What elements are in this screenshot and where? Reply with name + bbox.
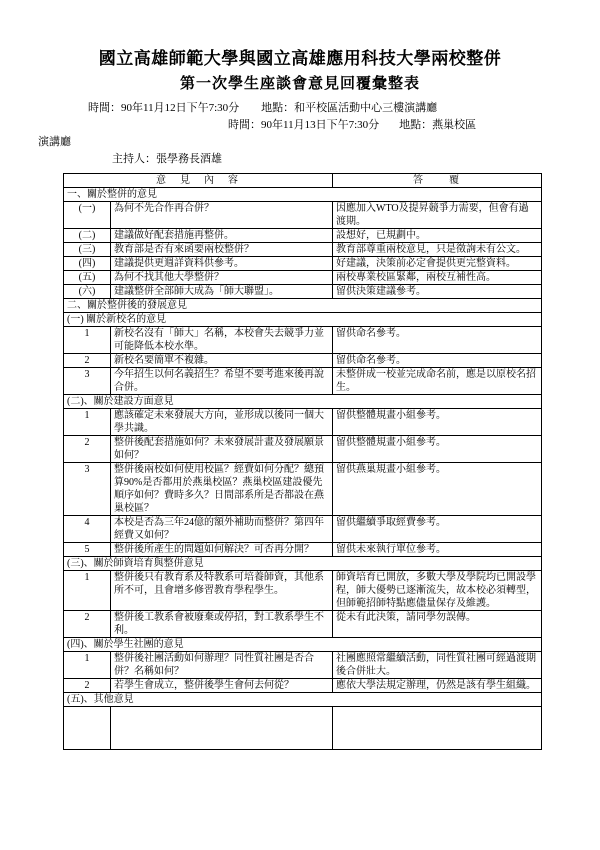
section-title: (三)、關於師資培育與整併意見 bbox=[64, 557, 542, 571]
item-number-cell bbox=[64, 707, 111, 750]
meeting-session-1 bbox=[88, 100, 600, 117]
qa-row bbox=[64, 409, 542, 436]
meeting-place-2-wrap: 演講廳 bbox=[38, 136, 71, 148]
item-number-cell: 2 bbox=[64, 679, 111, 693]
qa-row bbox=[64, 707, 542, 750]
item-number-cell: (四) bbox=[64, 257, 111, 271]
reply-cell: 師資培育已開放，多數大學及學院均已開設學程，師大優勢已逐漸流失，故本校必須轉型，但師範招師特點應儘量保存及維護。 bbox=[333, 571, 542, 611]
section-title: 二、關於整併後的發展意見 bbox=[64, 299, 542, 313]
qa-row bbox=[64, 436, 542, 463]
opinion-cell: 今年招生以何名義招生？希望不要考進來後再說合併。 bbox=[111, 368, 333, 395]
qa-row bbox=[64, 354, 542, 368]
opinion-cell: 整併後配套措施如何？未來發展計畫及發展願景如何？ bbox=[111, 436, 333, 463]
opinion-cell: 為何不先合作再合併？ bbox=[111, 202, 333, 229]
reply-cell: 未整併成一校並完成命名前，應是以原校名招生。 bbox=[333, 368, 542, 395]
section-title: (一) 關於新校名的意見 bbox=[64, 313, 542, 327]
item-number-cell: 3 bbox=[64, 463, 111, 516]
meeting-place-1: 地點：和平校區活動中心三樓演講廳 bbox=[261, 102, 438, 114]
qa-row bbox=[64, 243, 542, 257]
reply-cell: 好建議，決策前必定會提供更完整資料。 bbox=[333, 257, 542, 271]
opinion-cell bbox=[111, 707, 333, 750]
meeting-time-2: 時間：90年11月13日下午7:30分 bbox=[228, 119, 380, 131]
reply-cell: 兩校專業校區緊鄰，兩校互補性高。 bbox=[333, 271, 542, 285]
table-body bbox=[64, 174, 542, 750]
reply-cell: 留供繼續爭取經費參考。 bbox=[333, 516, 542, 543]
reply-cell: 社團應照常繼續活動，同性質社團可經過渡期後合併壯大。 bbox=[333, 652, 542, 679]
qa-row bbox=[64, 202, 542, 229]
item-number-cell: 5 bbox=[64, 543, 111, 557]
section-title: 一、關於整併的意見 bbox=[64, 188, 542, 202]
meeting-session-2 bbox=[228, 117, 600, 134]
reply-cell: 留供整體規畫小組參考。 bbox=[333, 436, 542, 463]
opinion-cell: 整併後社團活動如何辦理？同性質社團是否合併？名稱如何？ bbox=[111, 652, 333, 679]
section-row bbox=[64, 693, 542, 707]
reply-cell bbox=[333, 707, 542, 750]
reply-cell: 從未有此決策，請同學勿誤傳。 bbox=[333, 611, 542, 638]
item-number-cell: 2 bbox=[64, 611, 111, 638]
opinion-cell: 整併後工教系會被廢棄或停招，對工教系學生不利。 bbox=[111, 611, 333, 638]
reply-cell: 留供命名參考。 bbox=[333, 327, 542, 354]
meeting-place-2: 地點：燕巢校區 bbox=[399, 119, 477, 131]
section-title: (四)、關於學生社團的意見 bbox=[64, 638, 542, 652]
qa-row bbox=[64, 571, 542, 611]
opinion-cell: 新校名沒有「師大」名稱，本校會失去競爭力並可能降低本校水準。 bbox=[111, 327, 333, 354]
opinion-cell: 為何不找其他大學整併？ bbox=[111, 271, 333, 285]
qa-row bbox=[64, 516, 542, 543]
opinion-cell: 建議整併全部師大成為「師大聯盟」。 bbox=[111, 285, 333, 299]
reply-cell: 留供命名參考。 bbox=[333, 354, 542, 368]
reply-cell: 留供未來執行單位參考。 bbox=[333, 543, 542, 557]
qa-row bbox=[64, 652, 542, 679]
item-number-cell: 1 bbox=[64, 571, 111, 611]
opinion-reply-table bbox=[63, 173, 542, 750]
qa-row bbox=[64, 327, 542, 354]
opinion-cell: 建議提供更週詳資料供參考。 bbox=[111, 257, 333, 271]
section-title: (五)、其他意見 bbox=[64, 693, 542, 707]
qa-row bbox=[64, 271, 542, 285]
page-title: 國立高雄師範大學與國立高雄應用科技大學兩校整併 bbox=[98, 49, 502, 68]
opinion-cell: 建議做好配套措施再整併。 bbox=[111, 229, 333, 243]
table-header-row bbox=[64, 174, 542, 188]
item-number-cell: (六) bbox=[64, 285, 111, 299]
qa-row bbox=[64, 679, 542, 693]
opinion-cell: 應該確定未來發展大方向，並形成以後同一個大學共識。 bbox=[111, 409, 333, 436]
qa-row bbox=[64, 543, 542, 557]
meeting-time-1: 時間：90年11月12日下午7:30分 bbox=[88, 102, 240, 114]
section-title: (二)、關於建設方面意見 bbox=[64, 395, 542, 409]
column-header-content: 意 見 內 容 bbox=[64, 174, 333, 188]
qa-row bbox=[64, 368, 542, 395]
qa-row bbox=[64, 229, 542, 243]
section-row bbox=[64, 299, 542, 313]
item-number-cell: 1 bbox=[64, 409, 111, 436]
page-subtitle: 第一次學生座談會意見回覆彙整表 bbox=[179, 76, 420, 92]
opinion-cell: 教育部是否有來函要兩校整併？ bbox=[111, 243, 333, 257]
item-number-cell: (五) bbox=[64, 271, 111, 285]
qa-row bbox=[64, 285, 542, 299]
opinion-cell: 整併後所產生的問題如何解決？可否再分開？ bbox=[111, 543, 333, 557]
reply-cell: 留供燕巢規畫小組參考。 bbox=[333, 463, 542, 516]
opinion-cell: 若學生會成立，整併後學生會何去何從？ bbox=[111, 679, 333, 693]
item-number-cell: (三) bbox=[64, 243, 111, 257]
reply-cell: 應依大學法規定辦理，仍然是該有學生組織。 bbox=[333, 679, 542, 693]
reply-cell: 留供決策建議參考。 bbox=[333, 285, 542, 299]
meeting-meta bbox=[0, 100, 600, 168]
section-row bbox=[64, 557, 542, 571]
item-number-cell: (一) bbox=[64, 202, 111, 229]
opinion-cell: 整併後兩校如何使用校區？經費如何分配？總預算90%是否都用於燕巢校區？燕巢校區建設優先順序如何？費時多久？日間部系所是否都設在燕巢校區？ bbox=[111, 463, 333, 516]
item-number-cell: 4 bbox=[64, 516, 111, 543]
opinion-cell: 本校是否為三年24億的額外補助而整併？第四年經費又如何？ bbox=[111, 516, 333, 543]
reply-cell: 留供整體規畫小組參考。 bbox=[333, 409, 542, 436]
item-number-cell: 3 bbox=[64, 368, 111, 395]
meeting-host: 主持人：張學務長酒雄 bbox=[112, 153, 222, 165]
item-number-cell: 1 bbox=[64, 652, 111, 679]
reply-cell: 因應加入WTO及提昇競爭力需要，但會有過渡期。 bbox=[333, 202, 542, 229]
opinion-cell: 新校名要簡單不複雜。 bbox=[111, 354, 333, 368]
reply-cell: 設想好，已規劃中。 bbox=[333, 229, 542, 243]
section-row bbox=[64, 313, 542, 327]
qa-row bbox=[64, 611, 542, 638]
item-number-cell: 2 bbox=[64, 436, 111, 463]
qa-row bbox=[64, 257, 542, 271]
column-header-reply: 答 覆 bbox=[333, 174, 542, 188]
reply-cell: 教育部尊重兩校意見，只是徵詢未有公文。 bbox=[333, 243, 542, 257]
opinion-cell: 整併後只有教育系及特教系可培養師資，其他系所不可，且會增多修習教育學程學生。 bbox=[111, 571, 333, 611]
section-row bbox=[64, 638, 542, 652]
section-row bbox=[64, 188, 542, 202]
item-number-cell: (二) bbox=[64, 229, 111, 243]
item-number-cell: 1 bbox=[64, 327, 111, 354]
section-row bbox=[64, 395, 542, 409]
item-number-cell: 2 bbox=[64, 354, 111, 368]
qa-row bbox=[64, 463, 542, 516]
